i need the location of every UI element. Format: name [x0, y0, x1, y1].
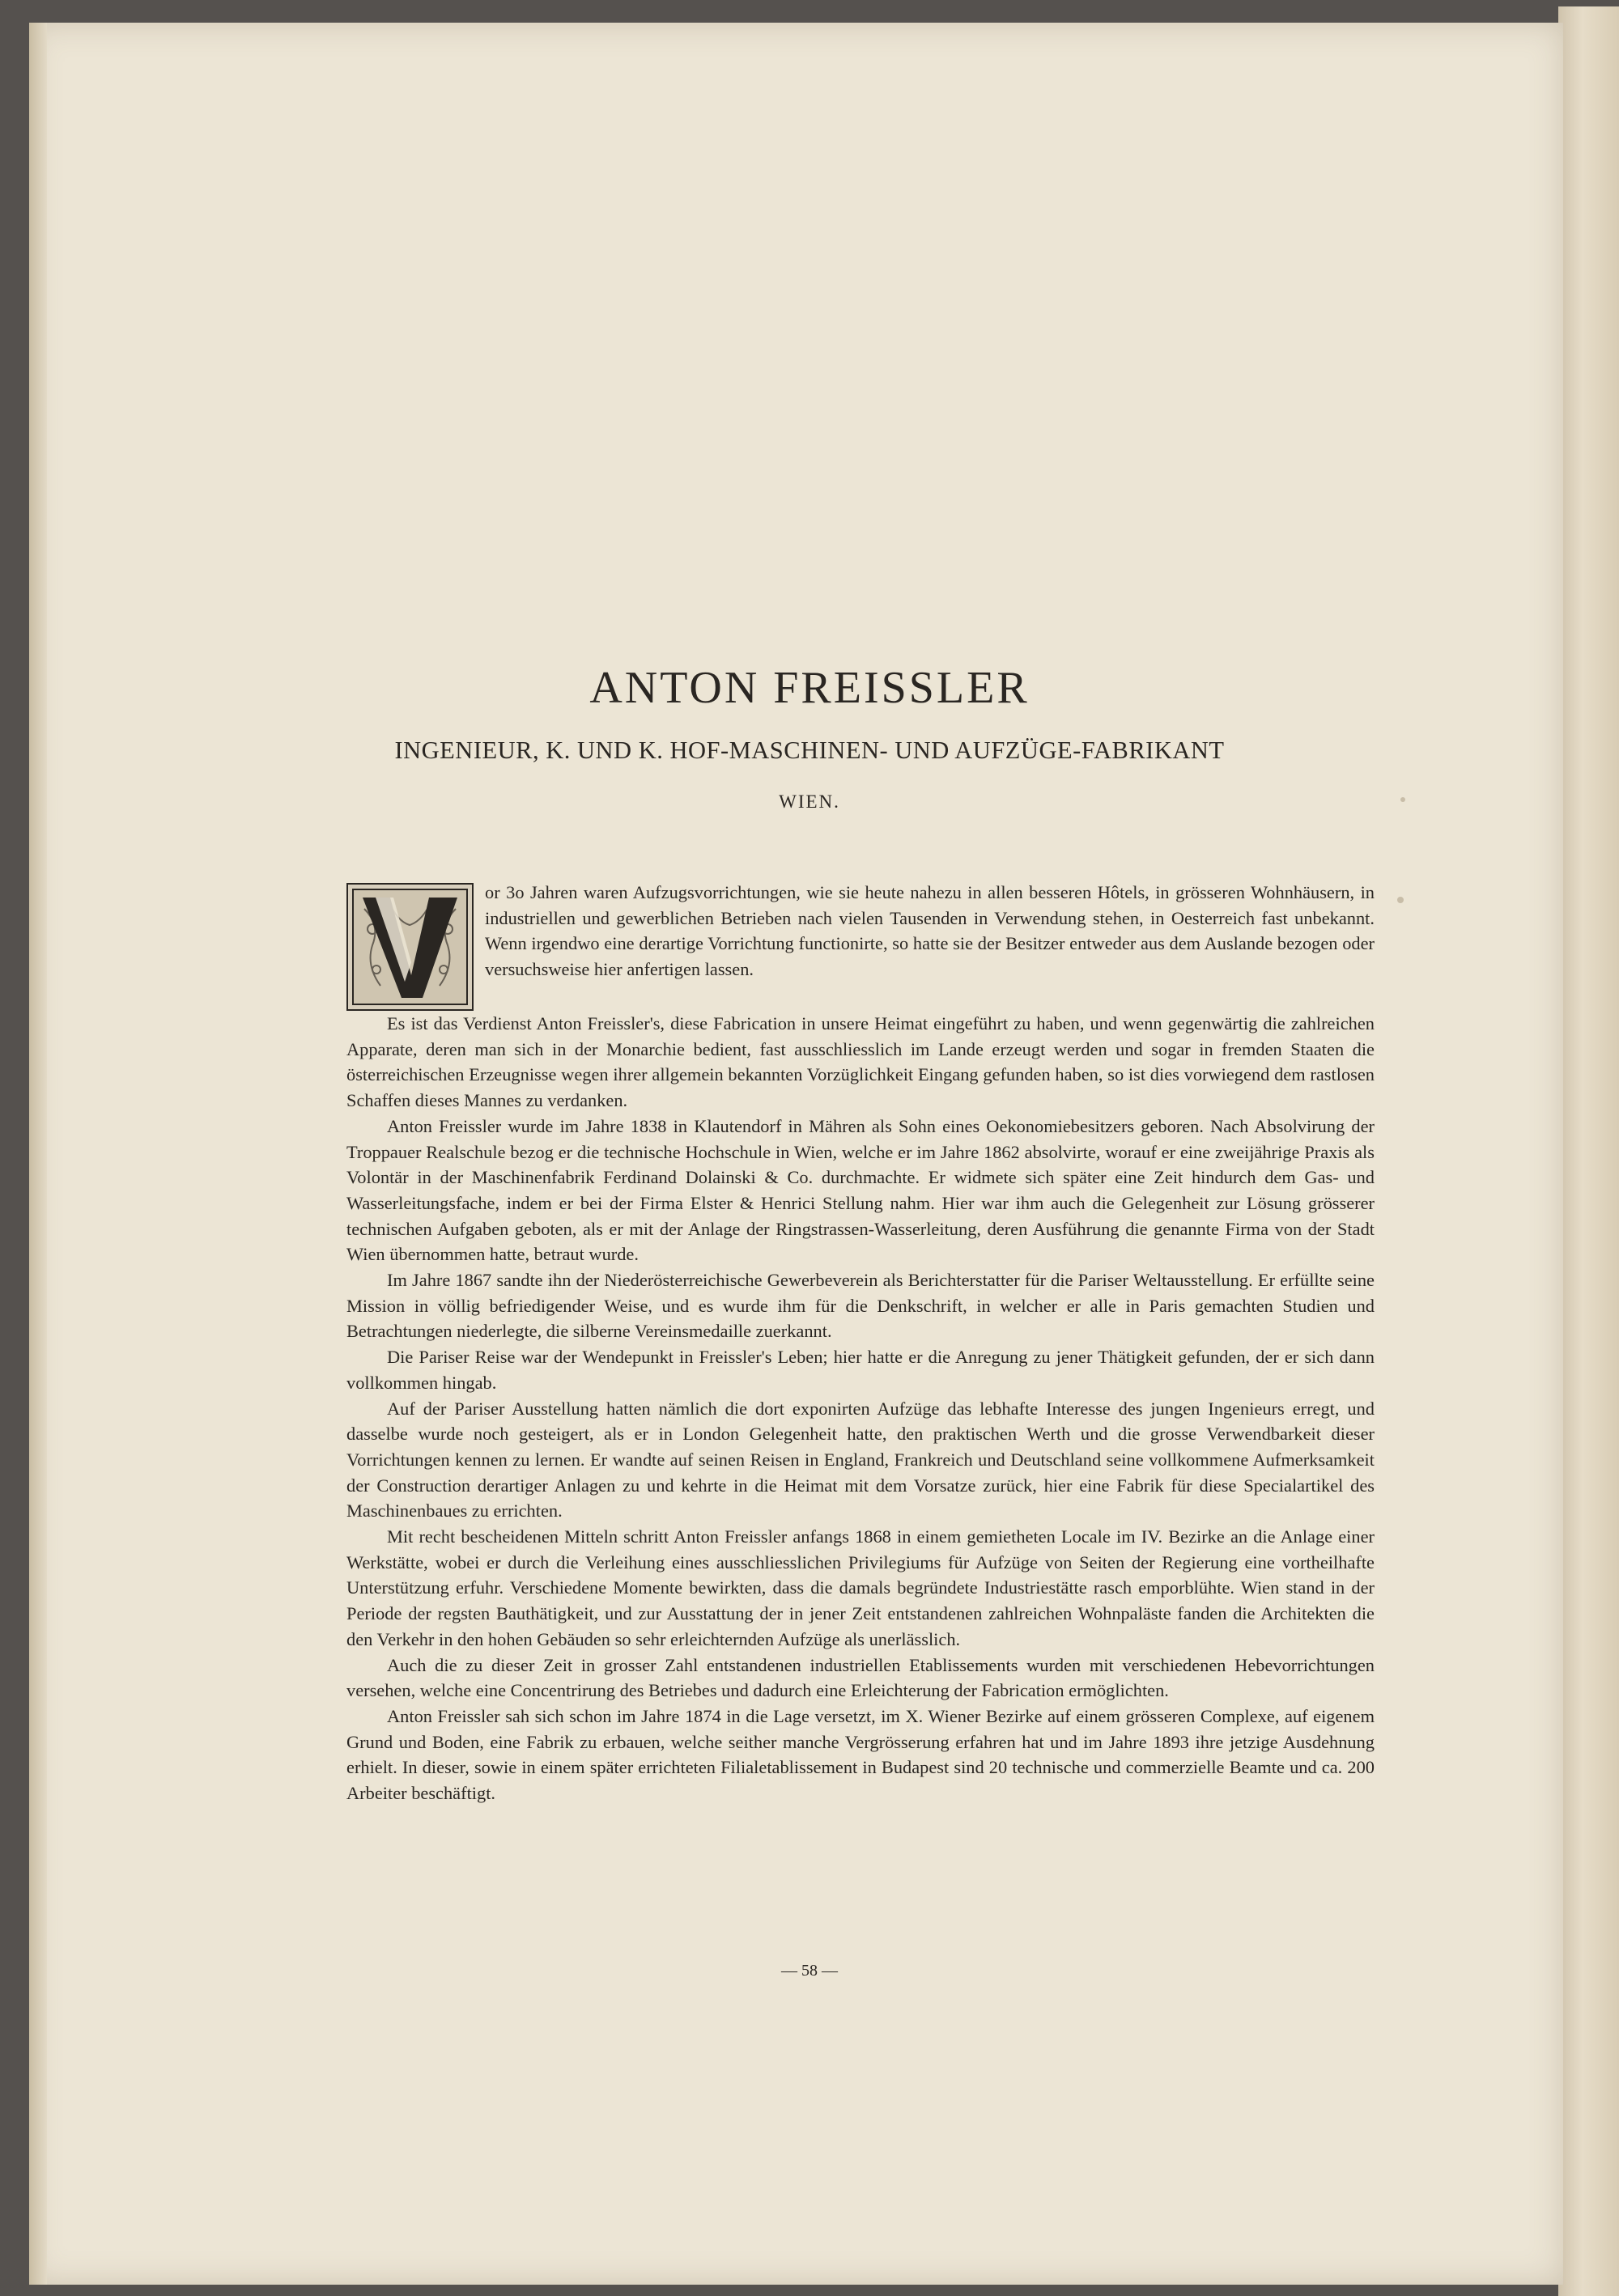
page-spine-shadow: [29, 23, 47, 2285]
paragraph: Anton Freissler sah sich schon im Jahre 1874 in die Lage versetzt, im X. Wiener Bezirke auf einem grösseren Complexe, auf eigenem Grund und Boden, eine Fabrik zu erbauen, welche seither manche Vergrösserung erfahren hat und im Jahre 1893 ihre jetzige Ausdehnung erhielt. In dieser, sowie in einem später errichteten Filialetablissement in Budapest sind 20 technische und commerzielle Beamte und ca. 200 Arbeiter beschäftigt.: [346, 1705, 1375, 1804]
page-subtitle: INGENIEUR, K. UND K. HOF-MASCHINEN- UND AUFZÜGE-FABRIKANT: [394, 736, 1225, 764]
paragraph: Es ist das Verdienst Anton Freissler's, diese Fabrication in unsere Heimat eingeführt zu haben, und wenn gegenwärtig die zahlreichen Apparate, deren man sich in der Monarchie bedient, fast ausschliesslich im Lande erzeugt werden und sogar in fremden Staaten die österreichischen Erzeugnisse wegen ihrer allgemein bekannten Vorzüglichkeit Eingang gefunden haben, so ist dies vorwiegend dem rastlosen Schaffen dieses Mannes zu verdanken.: [346, 1013, 1375, 1111]
paper-speck: [1397, 897, 1404, 903]
paragraph: [346, 880, 1375, 982]
paragraph: Die Pariser Reise war der Wendepunkt in Freissler's Leben; hier hatte er die Anregung zu jener Thätigkeit gefunden, der er sich dann vollkommen hingab.: [346, 1347, 1375, 1393]
place-name: WIEN.: [779, 792, 840, 812]
page-number: — 58 —: [781, 1962, 838, 1980]
page-title: ANTON FREISSLER: [589, 663, 1030, 713]
next-page-edge: [1558, 6, 1619, 2296]
ornament-icon: [348, 885, 472, 1009]
decorated-initial-v: [346, 883, 474, 1011]
paragraph: Anton Freissler wurde im Jahre 1838 in Klautendorf in Mähren als Sohn eines Oekonomiebesitzers geboren. Nach Absolvirung der Troppauer Realschule bezog er die technische Hochschule in Wien, welche er im Jahre 1862 absolvirte, worauf er eine zweijährige Praxis als Volontär in der Maschinenfabrik Ferdinand Dolainski & Co. durchmachte. Er widmete sich später eine Zeit hindurch dem Gas- und Wasserleitungsfache, indem er bei der Firma Elster & Henrici Stellung nahm. Hier war ihm auch die Gelegenheit zur Lösung grösserer technischen Aufgaben geboten, als er mit der Anlage der Ringstrassen-Wasserleitung, deren Ausführung die genannte Firma von der Stadt Wien übernommen hatte, betraut wurde.: [346, 1115, 1375, 1265]
paragraph-text: or 3o Jahren waren Aufzugsvorrichtungen, wie sie heute nahezu in allen besseren Hôtels, in grösseren Wohnhäusern, in industriellen und gewerblichen Betrieben nach vielen Tausenden in Verwendung stehen, in Oesterreich fast unbekannt. Wenn irgendwo eine derartige Vorrichtung functionirte, so hatte sie der Besitzer entweder aus dem Auslande bezogen oder versuchsweise hier anfertigen lassen.: [485, 882, 1375, 980]
body-text: [346, 880, 1375, 1806]
paragraph: Auf der Pariser Ausstellung hatten nämlich die dort exponirten Aufzüge das lebhafte Interesse des jungen Ingenieurs erregt, und dasselbe wurde noch gesteigert, als er in London Gelegenheit hatte, den praktischen Werth und die grosse Verwendbarkeit dieser Vorrichtungen kennen zu lernen. Er wandte auf seinen Reisen in England, Frankreich und Deutschland seine vollkommene Aufmerksamkeit der Construction derartiger Anlagen zu und kehrte in die Heimat mit dem Vorsatze zurück, hier eine Fabrik für diese Specialartikel des Maschinenbaues zu errichten.: [346, 1398, 1375, 1521]
paragraph: Mit recht bescheidenen Mitteln schritt Anton Freissler anfangs 1868 in einem gemietheten Locale im IV. Bezirke an die Anlage einer Werkstätte, wobei er durch die Verleihung eines ausschliesslichen Privilegiums für Aufzüge von Seiten der Regierung eine vortheilhafte Unterstützung erfuhr. Verschiedene Momente bewirkten, dass die damals begründete Industriestätte rasch emporblühte. Wien stand in der Periode der regsten Bauthätigkeit, und zur Ausstattung der in jener Zeit entstandenen zahlreichen Wohnpaläste fanden die Architekten die den Verkehr in den hohen Gebäuden so sehr erleichternden Aufzüge als unerlässlich.: [346, 1526, 1375, 1649]
paragraph: Auch die zu dieser Zeit in grosser Zahl entstandenen industriellen Etablissements wurden mit verschiedenen Hebevorrichtungen versehen, welche eine Concentrirung des Betriebes und dadurch eine Erleichterung der Fabrication ermöglichten.: [346, 1654, 1375, 1701]
paragraph: Im Jahre 1867 sandte ihn der Niederösterreichische Gewerbeverein als Berichterstatter für die Pariser Weltausstellung. Er erfüllte seine Mission in völlig befriedigender Weise, und es wurde ihm für die Denkschrift, in welcher er alle in Paris gemachten Studien und Betrachtungen niederlegte, die silberne Vereinsmedaille zuerkannt.: [346, 1270, 1375, 1342]
